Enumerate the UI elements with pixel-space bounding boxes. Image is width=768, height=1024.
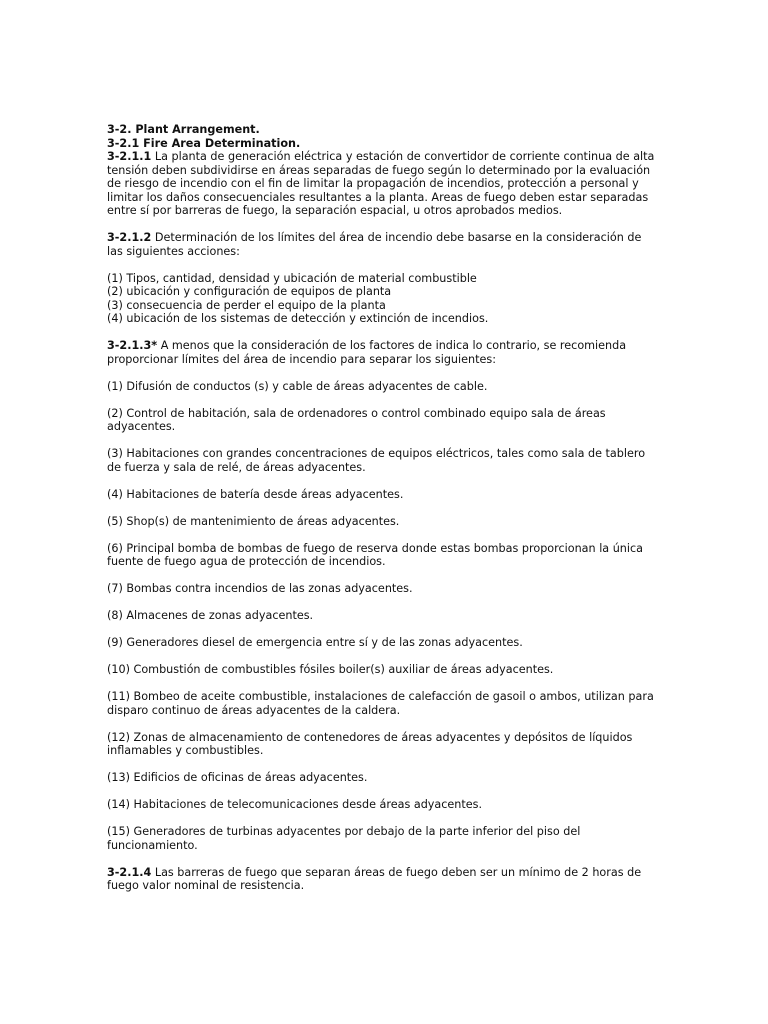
list-item-continuation: funcionamiento. [107, 838, 198, 852]
area-list [107, 380, 667, 866]
list-item-continuation: inflamables y combustibles. [107, 744, 264, 757]
list-item: (14) Habitaciones de telecomunicaciones desde áreas adyacentes. [107, 798, 483, 811]
list-item: (7) Bombas contra incendios de las zonas adyacentes. [107, 582, 413, 595]
list-item: (12) Zonas de almacenamiento de contenedores de áreas adyacentes y depósitos de líquidos [107, 730, 633, 744]
paragraph-gap [107, 218, 667, 232]
list-item: (9) Generadores diesel de emergencia entre sí y de las zonas adyacentes. [107, 636, 523, 649]
paragraph-line: 3-2.1.1 La planta de generación eléctrica y estación de convertidor de corriente continua de alta [107, 150, 655, 163]
list-item-continuation: disparo continuo de áreas adyacentes de la caldera. [107, 703, 401, 717]
paragraph-line: proporcionar límites del área de incendio para separar los siguientes: [107, 352, 496, 366]
paragraph-line: limitar los daños consecuenciales resultantes a la planta. Areas de fuego deben estar separadas [107, 190, 649, 204]
list-item: (8) Almacenes de zonas adyacentes. [107, 609, 314, 622]
list-item: (4) ubicación de los sistemas de detección y extinción de incendios. [107, 312, 489, 325]
paragraph-number: 3-2.1.4 [107, 865, 152, 879]
paragraph-3-2-1-2 [107, 231, 667, 258]
list-item-continuation: de fuerza y sala de relé, de áreas adyacentes. [107, 460, 366, 474]
list-item: (10) Combustión de combustibles fósiles boiler(s) auxiliar de áreas adyacentes. [107, 663, 554, 676]
paragraph-gap [107, 258, 667, 272]
paragraph-line: 3-2.1.2 Determinación de los límites del área de incendio debe basarse en la consideración de [107, 231, 642, 244]
paragraph-gap [107, 326, 667, 340]
list-item: (2) ubicación y configuración de equipos de planta [107, 285, 392, 298]
paragraph-number: 3-2.1.2 [107, 231, 152, 244]
paragraph-3-2-1-4 [107, 866, 667, 893]
paragraph-gap [107, 366, 667, 380]
list-item: (3) Habitaciones con grandes concentraciones de equipos eléctricos, tales como sala de tablero [107, 447, 646, 460]
paragraph-number: 3-2.1.1 [107, 150, 152, 163]
paragraph-line: 3-2.1.3* A menos que la consideración de los factores de indica lo contrario, se recomienda [107, 339, 627, 352]
list-item-continuation: fuente de fuego agua de protección de incendios. [107, 555, 386, 568]
list-item: (11) Bombeo de aceite combustible, instalaciones de calefacción de gasoil o ambos, utilizan para [107, 690, 654, 703]
list-item: (4) Habitaciones de batería desde áreas adyacentes. [107, 487, 404, 501]
factor-list [107, 272, 667, 326]
list-item: (6) Principal bomba de bombas de fuego de reserva donde estas bombas proporcionan la única [107, 541, 644, 555]
list-item-continuation: adyacentes. [107, 420, 176, 433]
paragraph-number: 3-2.1.3* [107, 339, 158, 352]
paragraph-line: entre sí por barreras de fuego, la separación espacial, u otros aprobados medios. [107, 204, 563, 217]
list-item: (13) Edificios de oficinas de áreas adyacentes. [107, 771, 368, 784]
subsection-heading: 3-2.1 Fire Area Determination. [107, 136, 301, 150]
paragraph-line: 3-2.1.4 Las barreras de fuego que separan áreas de fuego deben ser un mínimo de 2 horas de [107, 865, 642, 879]
paragraph-line: de riesgo de incendio con el fin de limitar la propagación de incendios, protección a personal y [107, 177, 639, 190]
section-heading: 3-2. Plant Arrangement. [107, 123, 260, 136]
list-item: (15) Generadores de turbinas adyacentes por debajo de la parte inferior del piso del [107, 825, 581, 838]
list-item: (3) consecuencia de perder el equipo de la planta [107, 298, 386, 312]
paragraph-line: las siguientes acciones: [107, 244, 240, 258]
document-page [107, 123, 667, 893]
paragraph-3-2-1-1 [107, 150, 667, 218]
list-item: (5) Shop(s) de mantenimiento de áreas adyacentes. [107, 514, 400, 528]
paragraph-3-2-1-3 [107, 339, 667, 366]
paragraph-line: fuego valor nominal de resistencia. [107, 879, 305, 892]
list-item: (1) Tipos, cantidad, densidad y ubicación de material combustible [107, 271, 477, 285]
list-item: (2) Control de habitación, sala de ordenadores o control combinado equipo sala de áreas [107, 406, 606, 420]
paragraph-line: tensión deben subdividirse en áreas separadas de fuego según lo determinado por la evaluación [107, 163, 651, 177]
list-item: (1) Difusión de conductos (s) y cable de áreas adyacentes de cable. [107, 379, 488, 393]
